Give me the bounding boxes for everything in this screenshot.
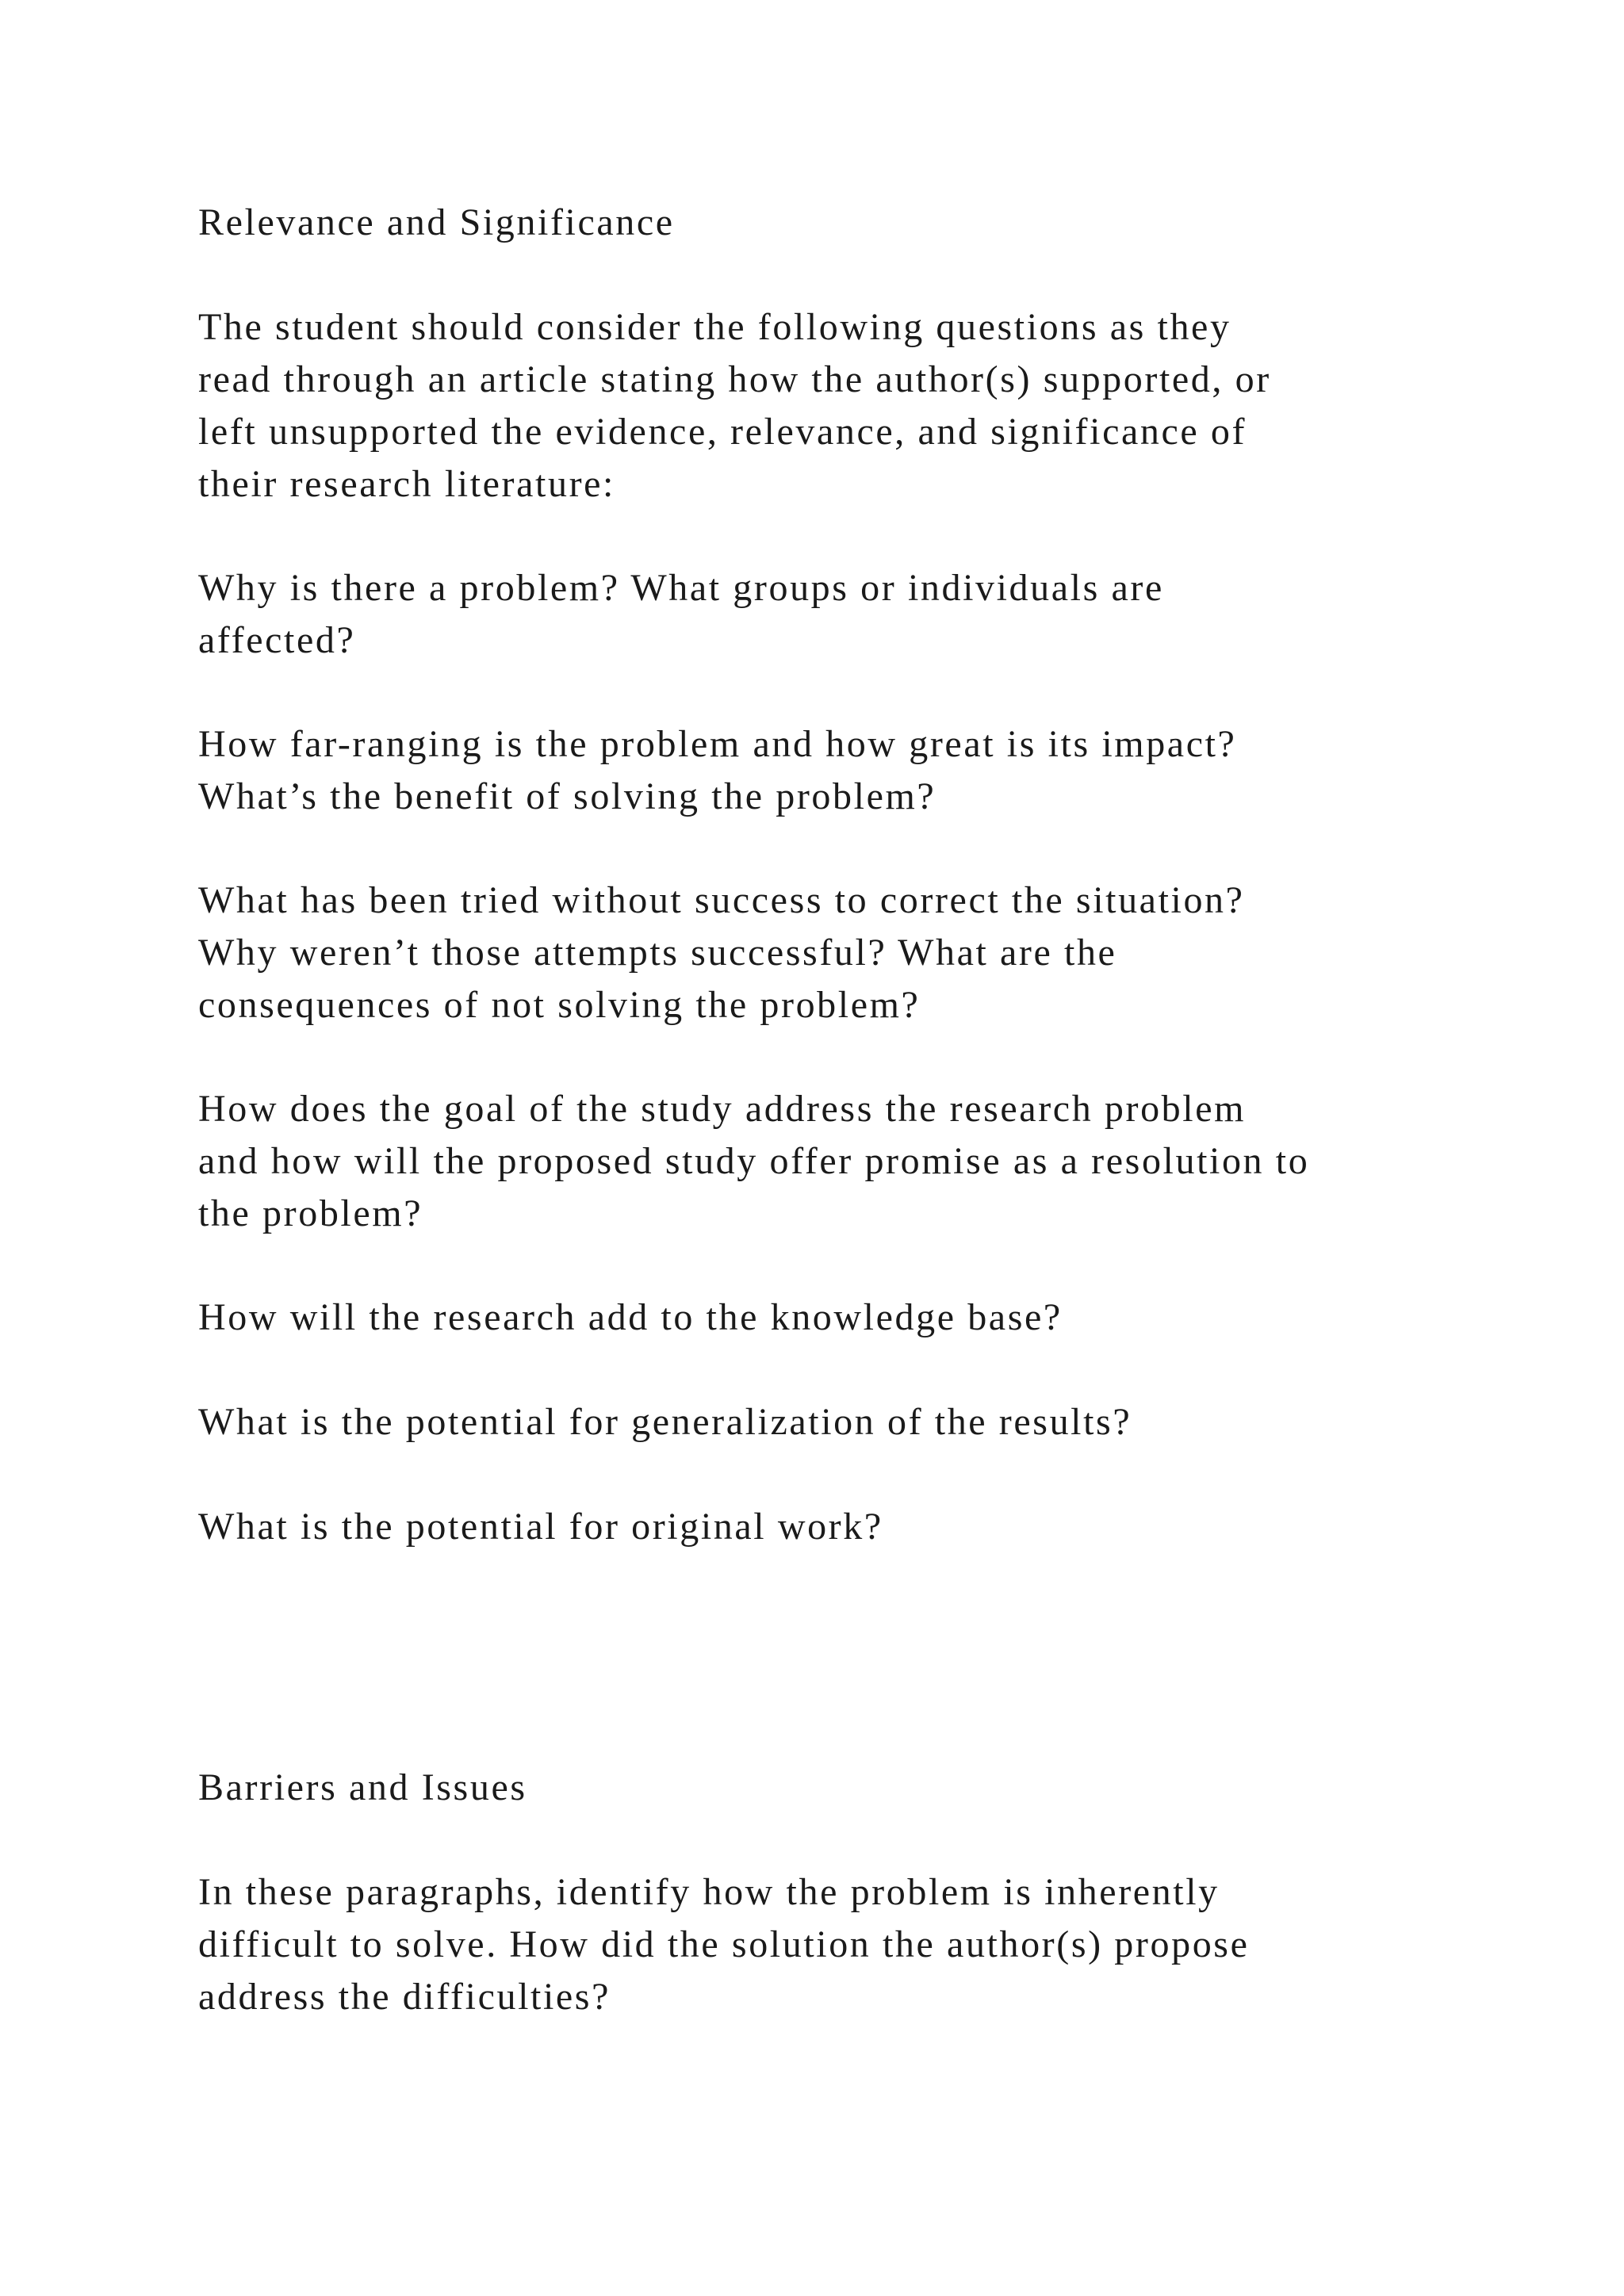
- paragraph-line: How will the research add to the knowledge base?: [198, 1296, 1063, 1338]
- paragraph-line: read through an article stating how the author(s) supported, or: [198, 358, 1271, 400]
- paragraph-line: What is the potential for original work?: [198, 1506, 883, 1548]
- question-paragraph-4: [198, 1083, 1546, 1240]
- section-heading-barriers: [198, 1762, 1546, 1814]
- intro-paragraph: [198, 301, 1546, 511]
- paragraph-line: The student should consider the following questions as they: [198, 306, 1231, 348]
- paragraph-line: consequences of not solving the problem?: [198, 984, 921, 1026]
- heading-text: Barriers and Issues: [198, 1766, 527, 1808]
- paragraph-line: affected?: [198, 619, 356, 661]
- question-paragraph-6: [198, 1396, 1546, 1448]
- paragraph-line: and how will the proposed study offer promise as a resolution to: [198, 1140, 1310, 1182]
- paragraph-line: What has been tried without success to correct the situation?: [198, 879, 1245, 921]
- paragraph-line: Why weren’t those attempts successful? What are the: [198, 932, 1117, 974]
- paragraph-line: How does the goal of the study address the research problem: [198, 1088, 1247, 1130]
- paragraph-line: What is the potential for generalization of the results?: [198, 1401, 1132, 1443]
- paragraph-line: difficult to solve. How did the solution the author(s) propose: [198, 1923, 1250, 1965]
- paragraph-line: Why is there a problem? What groups or individuals are: [198, 567, 1164, 609]
- paragraph-line: How far-ranging is the problem and how great is its impact?: [198, 723, 1237, 765]
- question-paragraph-5: [198, 1292, 1546, 1344]
- barriers-paragraph: [198, 1866, 1546, 2023]
- paragraph-line: their research literature:: [198, 463, 615, 505]
- question-paragraph-3: [198, 874, 1546, 1031]
- section-heading-relevance: [198, 197, 1546, 249]
- paragraph-line: In these paragraphs, identify how the problem is inherently: [198, 1871, 1220, 1913]
- question-paragraph-7: [198, 1501, 1546, 1553]
- paragraph-line: the problem?: [198, 1192, 423, 1234]
- paragraph-line: What’s the benefit of solving the problem?: [198, 775, 936, 817]
- question-paragraph-1: [198, 562, 1546, 667]
- paragraph-line: left unsupported the evidence, relevance, and significance of: [198, 411, 1247, 453]
- heading-text: Relevance and Significance: [198, 201, 675, 243]
- question-paragraph-2: [198, 718, 1546, 823]
- paragraph-line: address the difficulties?: [198, 1976, 611, 2018]
